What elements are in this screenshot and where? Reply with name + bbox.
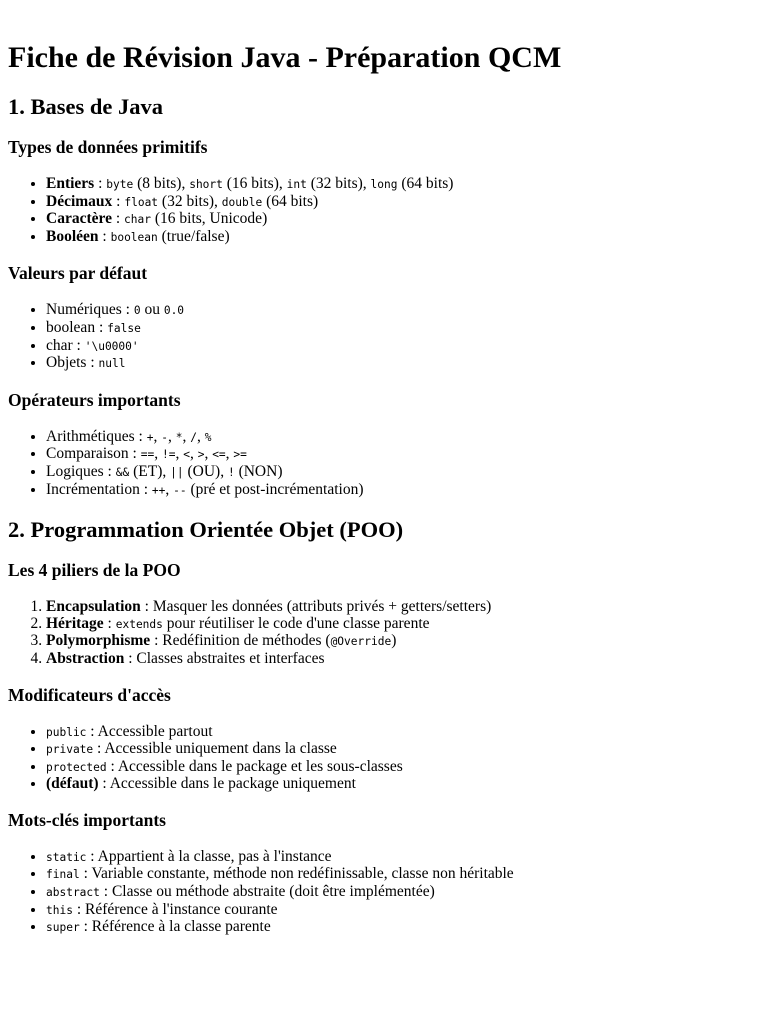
section-heading-poo: 2. Programmation Orientée Objet (POO) xyxy=(8,517,404,543)
list-item: • Objets : null xyxy=(46,355,760,373)
list-item: • protected : Accessible dans le package et les sous-classes xyxy=(46,759,760,777)
list-item: • char : '\u0000' xyxy=(46,338,760,356)
list-item: • Décimaux : float (32 bits), double (64 bits) xyxy=(46,194,760,212)
list-item: • Incrémentation : ++, -- (pré et post-incrémentation) xyxy=(46,482,760,500)
list-item: • (défaut) : Accessible dans le package uniquement xyxy=(46,776,760,793)
list-item: • Numériques : 0 ou 0.0 xyxy=(46,302,760,320)
list-item: • Arithmétiques : +, -, *, /, % xyxy=(46,429,760,447)
subheading-access: Modificateurs d'accès xyxy=(8,684,171,705)
list-item: • abstract : Classe ou méthode abstraite (doit être implémentée) xyxy=(46,884,760,902)
piliers-list xyxy=(8,599,760,667)
list-item: • Comparaison : ==, !=, <, >, <=, >= xyxy=(46,446,760,464)
list-item: 1. Encapsulation : Masquer les données (attributs privés + getters/setters) xyxy=(46,599,760,616)
list-item: • Entiers : byte (8 bits), short (16 bits), int (32 bits), long (64 bits) xyxy=(46,176,760,194)
list-item: • this : Référence à l'instance courante xyxy=(46,902,760,920)
keywords-list xyxy=(8,849,760,937)
list-item: • static : Appartient à la classe, pas à l'instance xyxy=(46,849,760,867)
list-item: • boolean : false xyxy=(46,320,760,338)
list-item: • final : Variable constante, méthode non redéfinissable, classe non héritable xyxy=(46,866,760,884)
list-item: • Logiques : && (ET), || (OU), ! (NON) xyxy=(46,464,760,482)
page-title: Fiche de Révision Java - Préparation QCM xyxy=(8,41,562,74)
operators-list xyxy=(8,429,760,499)
subheading-defaults: Valeurs par défaut xyxy=(8,263,148,284)
list-item: • Caractère : char (16 bits, Unicode) xyxy=(46,211,760,229)
subheading-operators: Opérateurs importants xyxy=(8,389,181,410)
list-item: • super : Référence à la classe parente xyxy=(46,919,760,937)
list-item: 4. Abstraction : Classes abstraites et interfaces xyxy=(46,651,760,668)
list-item: 2. Héritage : extends pour réutiliser le code d'une classe parente xyxy=(46,616,760,634)
list-item: 3. Polymorphisme : Redéfinition de méthodes (@Override) xyxy=(46,633,760,651)
list-item: • Booléen : boolean (true/false) xyxy=(46,229,760,247)
subheading-types: Types de données primitifs xyxy=(8,137,208,157)
subheading-piliers: Les 4 piliers de la POO xyxy=(8,560,181,581)
access-list xyxy=(8,724,760,793)
list-item: • private : Accessible uniquement dans la classe xyxy=(46,741,760,759)
types-list xyxy=(8,176,760,246)
subheading-keywords: Mots-clés importants xyxy=(8,809,166,830)
section-heading-bases: 1. Bases de Java xyxy=(8,94,164,119)
list-item: • public : Accessible partout xyxy=(46,724,760,742)
defaults-list xyxy=(8,302,760,372)
